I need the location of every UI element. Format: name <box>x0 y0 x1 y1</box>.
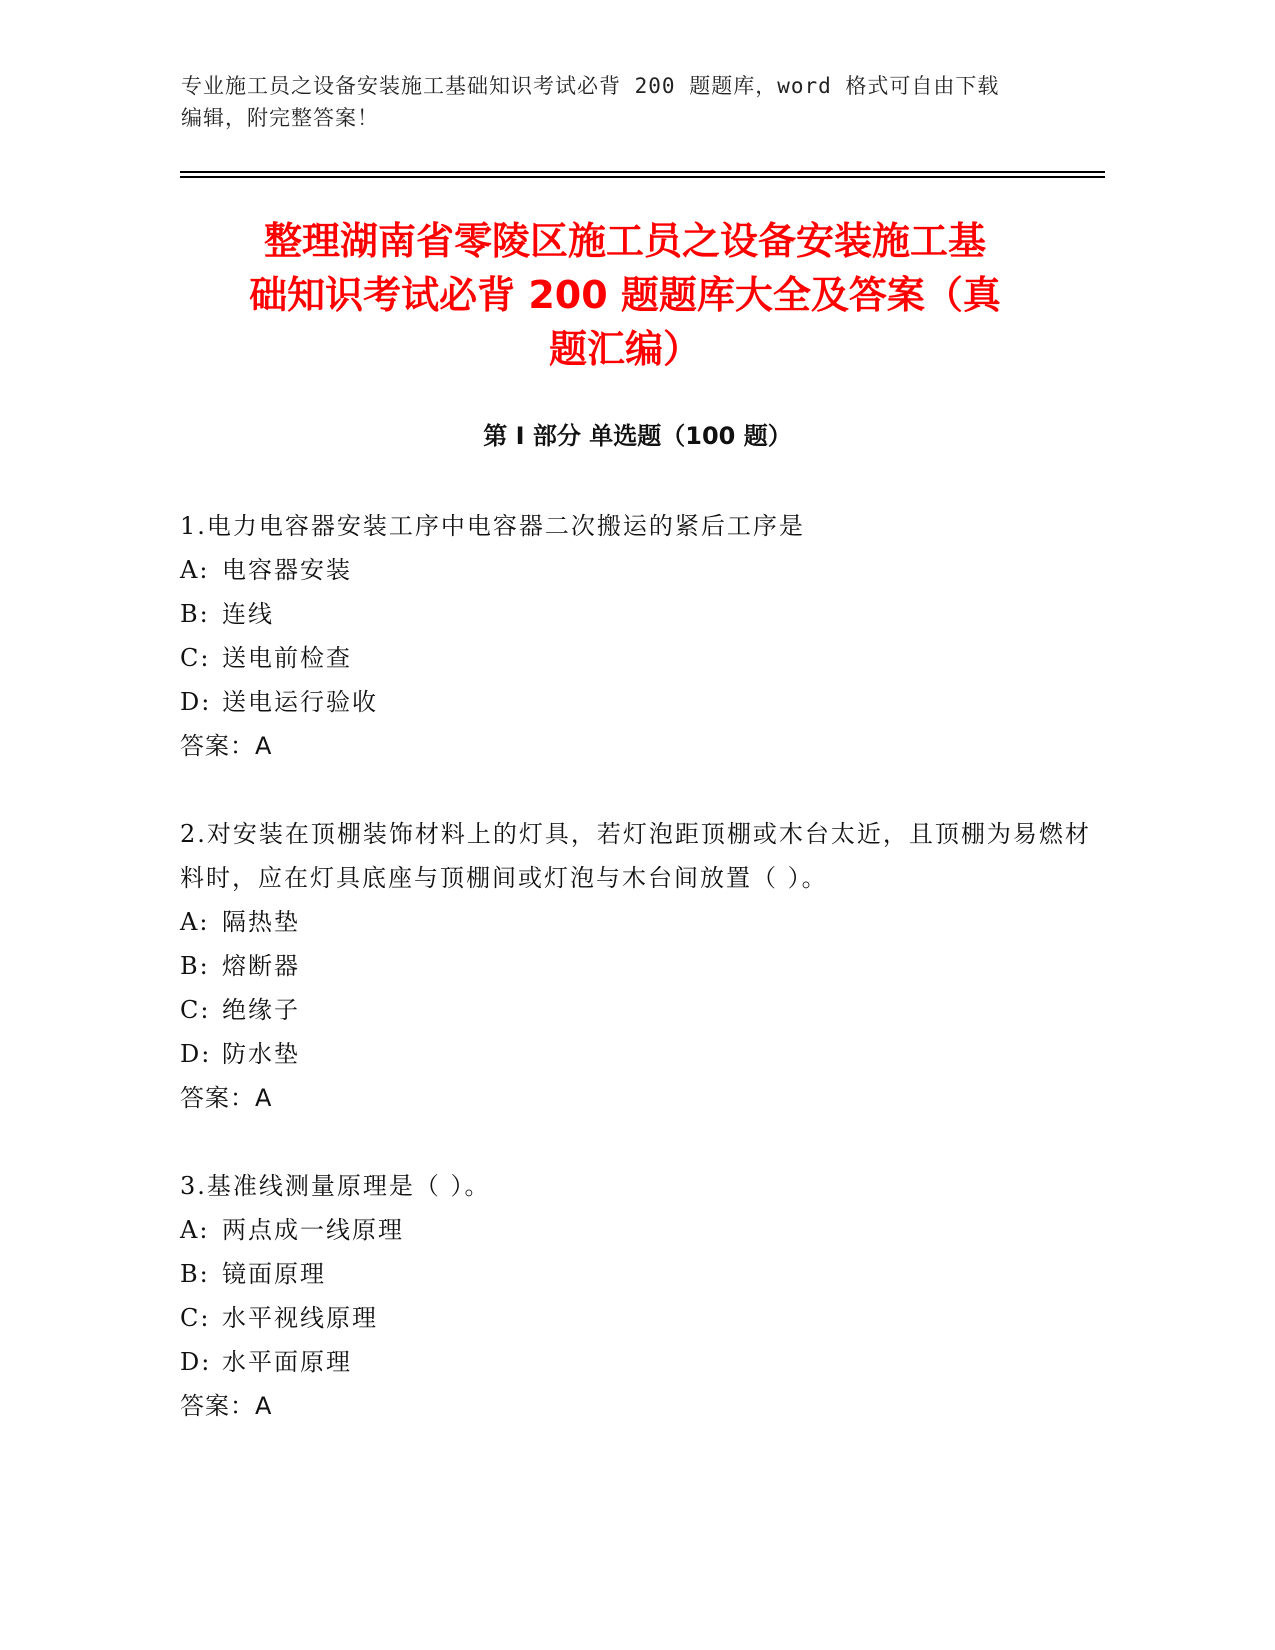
option-letter: D: <box>180 688 212 716</box>
option-text: 熔断器 <box>222 952 300 980</box>
header-note-line-2: 编辑，附完整答案！ <box>181 106 379 130</box>
option-letter: C: <box>180 1304 211 1332</box>
option-letter: C: <box>180 644 211 672</box>
option-letter: A: <box>180 1216 210 1244</box>
option-text: 水平面原理 <box>222 1348 352 1376</box>
option-text: 镜面原理 <box>222 1260 326 1288</box>
question-stem: 3.基准线测量原理是（ ）。 <box>180 1172 491 1200</box>
option-text: 两点成一线原理 <box>222 1216 404 1244</box>
question-list <box>180 504 1100 1472</box>
option-text: 连线 <box>222 600 274 628</box>
option-c <box>180 636 1100 680</box>
option-d <box>180 1340 1100 1384</box>
option-letter: D: <box>180 1348 212 1376</box>
option-d <box>180 680 1100 724</box>
option-c <box>180 1296 1100 1340</box>
option-a <box>180 900 1100 944</box>
question-1 <box>180 504 1100 768</box>
option-b <box>180 944 1100 988</box>
option-c <box>180 988 1100 1032</box>
option-text: 水平视线原理 <box>222 1304 378 1332</box>
section-heading: 第 I 部分 单选题（100 题） <box>483 422 792 450</box>
header-note <box>181 70 1081 134</box>
question-3 <box>180 1164 1100 1428</box>
option-text: 送电前检查 <box>222 644 352 672</box>
option-a <box>180 1208 1100 1252</box>
question-stem: 1.电力电容器安装工序中电容器二次搬运的紧后工序是 <box>180 512 805 540</box>
document-title <box>150 214 1100 376</box>
option-letter: B: <box>180 952 210 980</box>
answer-line: 答案：A <box>180 732 273 760</box>
option-letter: C: <box>180 996 211 1024</box>
option-text: 电容器安装 <box>222 556 352 584</box>
option-letter: A: <box>180 908 210 936</box>
option-text: 隔热垫 <box>222 908 300 936</box>
option-letter: B: <box>180 600 210 628</box>
answer-line: 答案：A <box>180 1084 273 1112</box>
option-b <box>180 1252 1100 1296</box>
header-divider-bottom <box>180 176 1105 178</box>
title-line-3: 题汇编） <box>548 327 701 371</box>
question-2 <box>180 812 1100 1120</box>
option-letter: B: <box>180 1260 210 1288</box>
header-note-line-1: 专业施工员之设备安装施工基础知识考试必背 200 题题库，word 格式可自由下载 <box>181 74 1000 98</box>
option-text: 绝缘子 <box>222 996 300 1024</box>
option-text: 送电运行验收 <box>222 688 378 716</box>
question-stem: 2.对安装在顶棚装饰材料上的灯具，若灯泡距顶棚或木台太近，且顶棚为易燃材料时，应在灯具底座与顶棚间或灯泡与木台间放置（ ）。 <box>180 820 1091 892</box>
option-text: 防水垫 <box>222 1040 300 1068</box>
option-d <box>180 1032 1100 1076</box>
option-letter: D: <box>180 1040 212 1068</box>
header-divider-top <box>180 171 1105 173</box>
answer-line: 答案：A <box>180 1392 273 1420</box>
option-letter: A: <box>180 556 210 584</box>
title-line-2: 础知识考试必背 200 题题库大全及答案（真 <box>249 273 1001 317</box>
title-line-1: 整理湖南省零陵区施工员之设备安装施工基 <box>263 219 986 263</box>
option-b <box>180 592 1100 636</box>
option-a <box>180 548 1100 592</box>
